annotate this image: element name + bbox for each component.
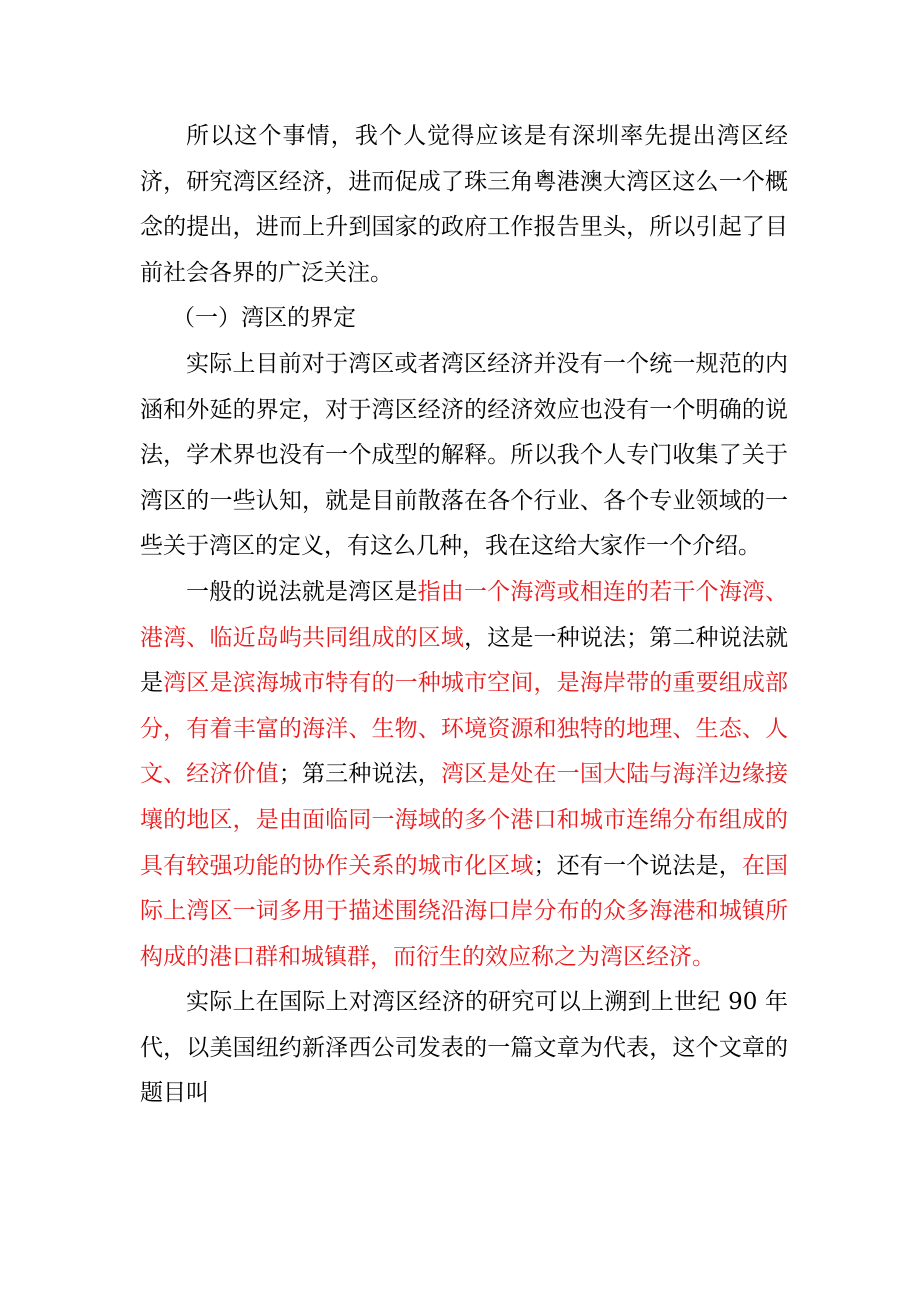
paragraph-definitions [140, 570, 788, 980]
paragraph-definition-intro: 实际上目前对于湾区或者湾区经济并没有一个统一规范的内涵和外延的界定，对于湾区经济的经济效应也没有一个明确的说法，学术界也没有一个成型的解释。所以我个人专门收集了关于湾区的一些认知，就是目前散落在各个行业、各个专业领域的一些关于湾区的定义，有这么几种，我在这给大家作一个介绍。 [140, 350, 788, 560]
highlighted-definition-1: 指由一个海湾或相连的若干个海湾、港湾、临近岛屿共同组成的区域 [140, 578, 789, 651]
text-segment: ；还有一个说法是， [533, 852, 742, 879]
text-segment: ；第三种说法， [278, 761, 441, 788]
section-heading: （一）湾区的界定 [172, 305, 356, 332]
highlighted-definition-2: 湾区是滨海城市特有的一种城市空间，是海岸带的重要组成部分，有着丰富的海洋、生物、环境资源和独特的地理、生态、人文、经济价值 [140, 670, 789, 788]
paragraph-research-history: 实际上在国际上对湾区经济的研究可以上溯到上世纪 90 年代，以美国纽约新泽西公司发表的一篇文章为代表，这个文章的题目叫 [140, 989, 788, 1107]
highlighted-definition-3: 湾区是处在一国大陆与海洋边缘接壤的地区，是由面临同一海域的多个港口和城市连绵分布组成的具有较强功能的协作关系的城市化区域 [140, 761, 789, 879]
paragraph-intro: 所以这个事情，我个人觉得应该是有深圳率先提出湾区经济，研究湾区经济，进而促成了珠三角粤港澳大湾区这么一个概念的提出，进而上升到国家的政府工作报告里头，所以引起了目前社会各界的广泛关注。 [140, 123, 788, 286]
text-segment: 一般的说法就是湾区是 [186, 578, 418, 605]
highlighted-definition-4: 在国际上湾区一词多用于描述围绕沿海口岸分布的众多海港和城镇所构成的港口群和城镇群，而衍生的效应称之为湾区经济。 [140, 852, 789, 970]
text-segment: ，这是一种说法；第二种说法就是 [140, 624, 789, 697]
document-body [140, 114, 788, 1117]
